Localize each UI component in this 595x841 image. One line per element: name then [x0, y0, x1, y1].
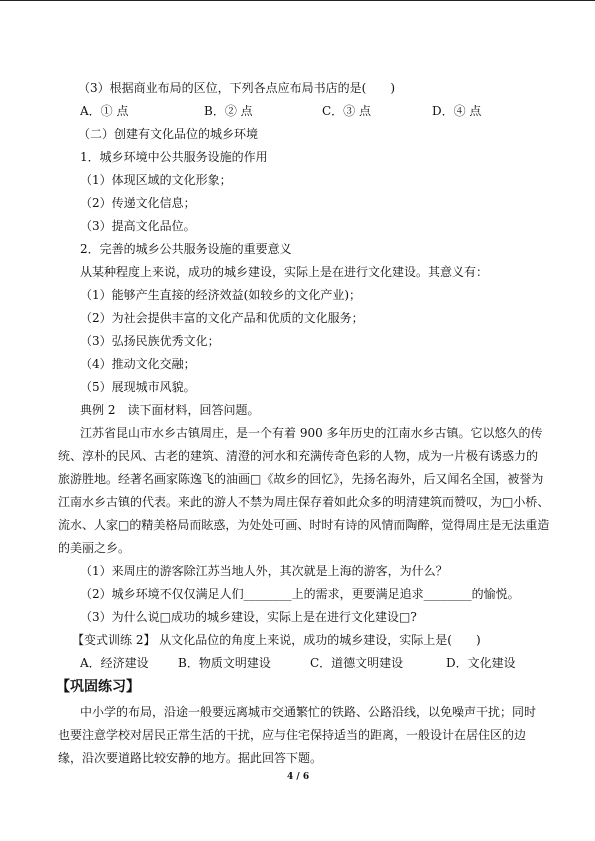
q3-option-a: A．① 点	[80, 104, 129, 118]
example-title: 典例 2 读下面材料，回答问题。	[80, 403, 260, 417]
q3-option-c: C．③ 点	[322, 104, 371, 118]
subsection-2-item: （2）为社会提供丰富的文化产品和优质的文化服务；	[80, 311, 364, 325]
example-paragraph-line: 统、淳朴的民风、古老的建筑、清澄的河水和充满传奇色彩的人物，成为一片极有诱惑力的	[58, 449, 539, 463]
page-top-border	[0, 0, 595, 1]
example-paragraph-line: 流水、人家□的精美格局而眩惑，为处处可画、时时有诗的风情而陶醉，觉得周庄是无法重造	[58, 518, 550, 532]
subsection-2-title: 2．完善的城乡公共服务设施的重要意义	[80, 242, 292, 256]
subsection-2-item: （5）展现城市风貌。	[80, 380, 196, 394]
subsection-1-item: （1）体现区域的文化形象；	[80, 173, 232, 187]
subsection-2-item: （3）弘扬民族优秀文化；	[80, 334, 220, 348]
subsection-2-item: （4）推动文化交融；	[80, 357, 196, 371]
variant-stem: 【变式训练 2】 从文化品位的角度上来说，成功的城乡建设，实际上是( )	[72, 633, 481, 647]
section-title: （二）创建有文化品位的城乡环境	[78, 127, 259, 141]
variant-option-a: A．经济建设	[80, 656, 149, 670]
example-paragraph-line: 的美丽之乡。	[58, 541, 131, 555]
subsection-1-title: 1．城乡环境中公共服务设施的作用	[80, 150, 268, 164]
subsection-1-item: （3）提高文化品位。	[80, 219, 196, 233]
example-question: （2）城乡环境不仅仅满足人们________上的需求，更要满足追求________的愉悦。	[80, 587, 520, 601]
example-question: （3）为什么说□成功的城乡建设，实际上是在进行文化建设□?	[80, 610, 417, 624]
variant-option-c: C．道德文明建设	[310, 656, 404, 670]
q3-stem: （3）根据商业布局的区位，下列各点应布局书店的是( )	[78, 81, 396, 95]
consolidation-heading: 【巩固练习】	[56, 679, 140, 695]
example-paragraph-line: 江南水乡古镇的代表。来此的游人不禁为周庄保存着如此众多的明清建筑而赞叹，为□小桥、	[58, 495, 550, 509]
example-paragraph-line: 江苏省昆山市水乡古镇周庄，是一个有着 900 多年历史的江南水乡古镇。它以悠久的传	[80, 426, 543, 440]
consolidation-line: 缘，沿次要道路比较安静的地方。据此回答下题。	[58, 751, 323, 765]
example-question: （1）来周庄的游客除江苏当地人外，其次就是上海的游客，为什么？	[80, 564, 448, 578]
variant-option-b: B．物质文明建设	[178, 656, 271, 670]
variant-option-d: D．文化建设	[446, 656, 516, 670]
consolidation-line: 中小学的布局，沿途一般要远离城市交通繁忙的铁路、公路沿线，以免噪声干扰；同时	[80, 705, 537, 719]
q3-option-b: B．② 点	[204, 104, 253, 118]
consolidation-line: 也要注意学校对居民正常生活的干扰，应与住宅保持适当的距离，一般设计在居住区的边	[58, 728, 527, 742]
subsection-2-intro: 从某种程度上来说，成功的城乡建设，实际上是在进行文化建设。其意义有：	[80, 265, 489, 279]
subsection-2-item: （1）能够产生直接的经济效益(如较乡的文化产业)；	[80, 288, 362, 302]
subsection-1-item: （2）传递文化信息；	[80, 196, 196, 210]
page-number: 4 / 6	[287, 772, 310, 782]
example-paragraph-line: 旅游胜地。经著名画家陈逸飞的油画□《故乡的回忆》，先扬名海外，后又闻名全国，被誉为	[58, 472, 544, 486]
q3-option-d: D．④ 点	[432, 104, 482, 118]
